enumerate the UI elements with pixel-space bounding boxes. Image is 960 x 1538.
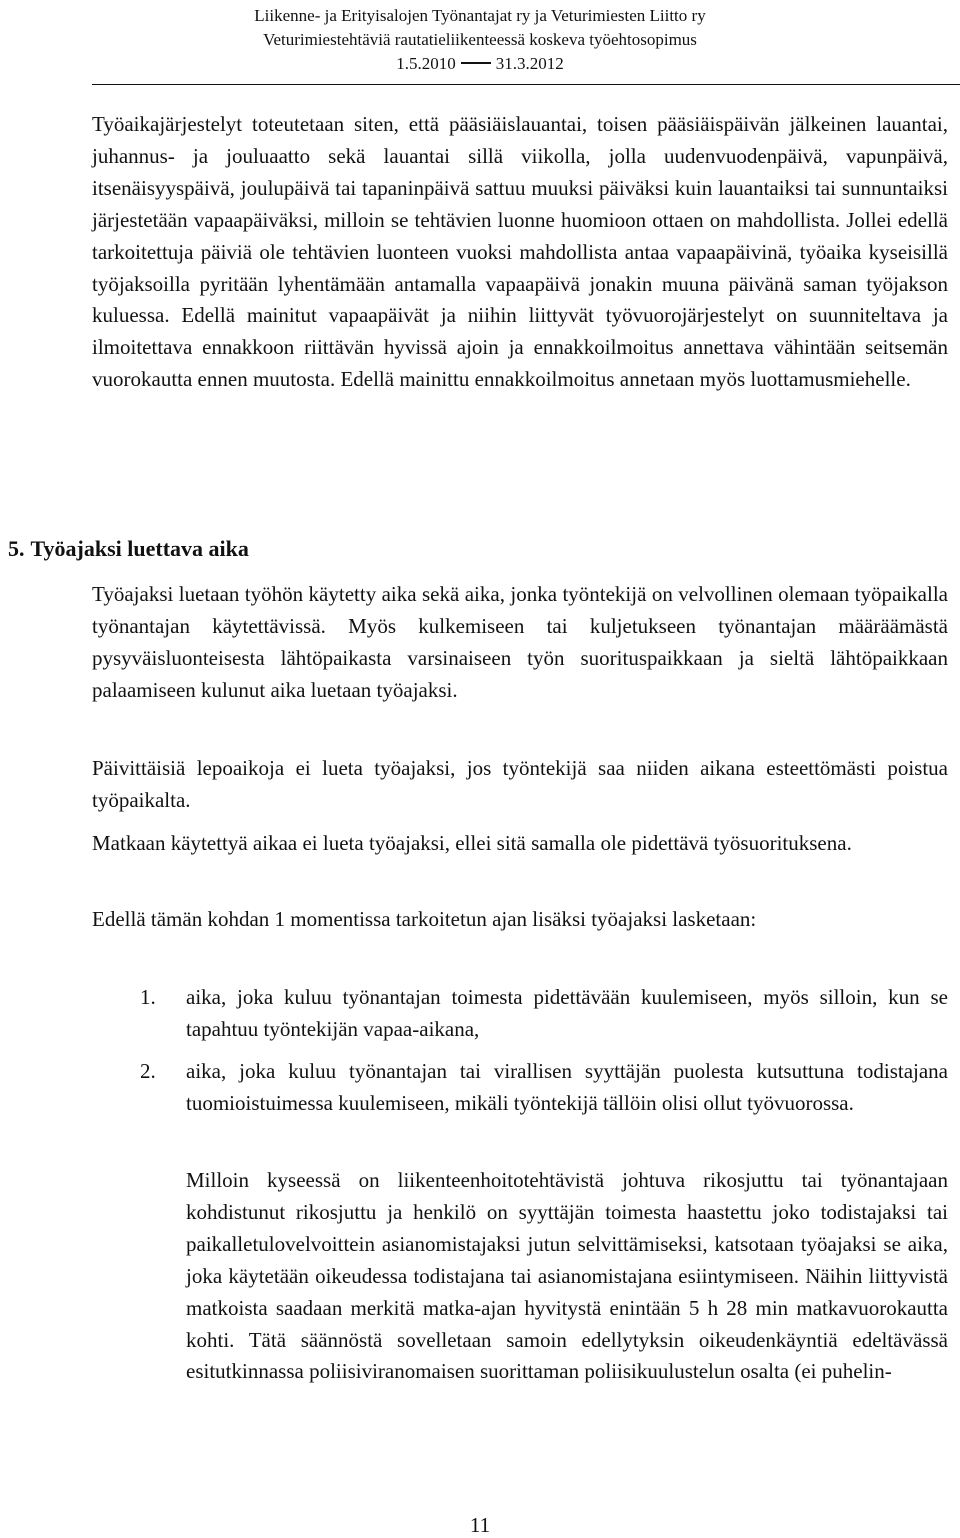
header-divider	[92, 84, 960, 85]
section-title: Työajaksi luettava aika	[30, 536, 249, 561]
criminal-case-paragraph: Milloin kyseessä on liikenteenhoitotehtävistä johtuva rikosjuttu tai työnantajaan kohdistunut rikosjuttu ja henkilö on syyttäjän toimesta haastettu joko todistajaksi tai paikalletulovelvoittein asianomistajaksi jutun selvittämiseksi, katsotaan työajaksi se aika, joka käytetään oikeudessa todistajana tai asianomistajana esiintymiseen. Näihin liittyvistä matkoista saadaan merkitä matka-ajan hyvitystä enintään 5 h 28 min matkavuorokautta kohti. Tätä säännöstä sovelletaan samoin edellytyksin oikeudenkäyntiä edeltävässä esitutkinnassa poliisiviranomaisen suorittaman poliisikuulustelun osalta (ei puhelin-	[186, 1168, 948, 1384]
date-range-dash	[461, 62, 491, 64]
header-organizations: Liikenne- ja Erityisalojen Työnantajat ry ja Veturimiesten Liitto ry	[254, 6, 706, 25]
header-validity-period	[0, 52, 960, 76]
holiday-arrangements-paragraph: Työaikajärjestelyt toteutetaan siten, että pääsiäislauantai, toisen pääsiäispäivän jälkeinen lauantai, juhannus- ja jouluaatto sekä lauantai sillä viikolla, jolla uudenvuodenpäivä, vapunpäivä, itsenäisyyspäivä, joulupäivä tai tapaninpäivä sattuu muuksi päiväksi kuin lauantaiksi tai sunnuntaiksi järjestetään vapaapäiväksi, milloin se tehtävien luonne huomioon ottaen on mahdollista. Jollei edellä tarkoitettuja päiviä ole tehtävien luonteen vuoksi mahdollista antaa vapaapäivinä, työaika kyseisillä työjaksoilla pyritään lyhentämään antamalla vapaapäivä jonakin muuna päivänä saman työjakson kuluessa. Edellä mainitut vapaapäivät ja niihin liittyvät työvuorojärjestelyt on suunniteltava ja ilmoitettava ennakkoon riittävän hyvissä ajoin ja ennakkoilmoitus annettava vähintään seitsemän vuorokautta ennen muutosta. Edellä mainittu ennakkoilmoitus annetaan myös luottamusmiehelle.	[92, 112, 948, 392]
working-time-definition-paragraph: Työajaksi luetaan työhön käytetty aika sekä aika, jonka työntekijä on velvollinen olemaan työpaikalla työnantajan käytettävissä. Myös kulkemiseen tai kuljetukseen työnantajan määräämästä pysyväisluonteisesta lähtöpaikasta varsinaiseen työn suorituspaikkaan ja sieltä lähtöpaikkaan palaamiseen kulunut aika luetaan työajaksi.	[92, 582, 948, 702]
header-agreement-title: Veturimiestehtäviä rautatieliikenteessä koskeva työehtosopimus	[263, 30, 697, 49]
list-item-text: aika, joka kuluu työnantajan toimesta pidettävään kuulemiseen, myös silloin, kun se tapahtuu työntekijän vapaa-aikana,	[186, 985, 948, 1041]
validity-end-date: 31.3.2012	[495, 54, 564, 73]
section-number: 5.	[8, 536, 25, 561]
travel-time-paragraph: Matkaan käytettyä aikaa ei lueta työajaksi, ellei sitä samalla ole pidettävä työsuorituksena.	[92, 831, 852, 855]
additional-working-time-intro: Edellä tämän kohdan 1 momentissa tarkoitetun ajan lisäksi työajaksi lasketaan:	[92, 907, 757, 931]
list-item-number: 2.	[140, 1059, 156, 1083]
page-number: 11	[469, 1513, 491, 1537]
validity-start-date: 1.5.2010	[396, 54, 456, 73]
section-heading	[8, 534, 249, 564]
list-item-number: 1.	[140, 985, 156, 1009]
list-item-text: aika, joka kuluu työnantajan tai virallisen syyttäjän puolesta kutsuttuna todistajana tuomioistuimessa kuulemiseen, mikäli työntekijä tällöin olisi ollut työvuorossa.	[186, 1059, 948, 1115]
rest-periods-paragraph: Päivittäisiä lepoaikoja ei lueta työajaksi, jos työntekijä saa niiden aikana esteettömästi poistua työpaikalta.	[92, 756, 948, 812]
document-header	[0, 4, 960, 76]
